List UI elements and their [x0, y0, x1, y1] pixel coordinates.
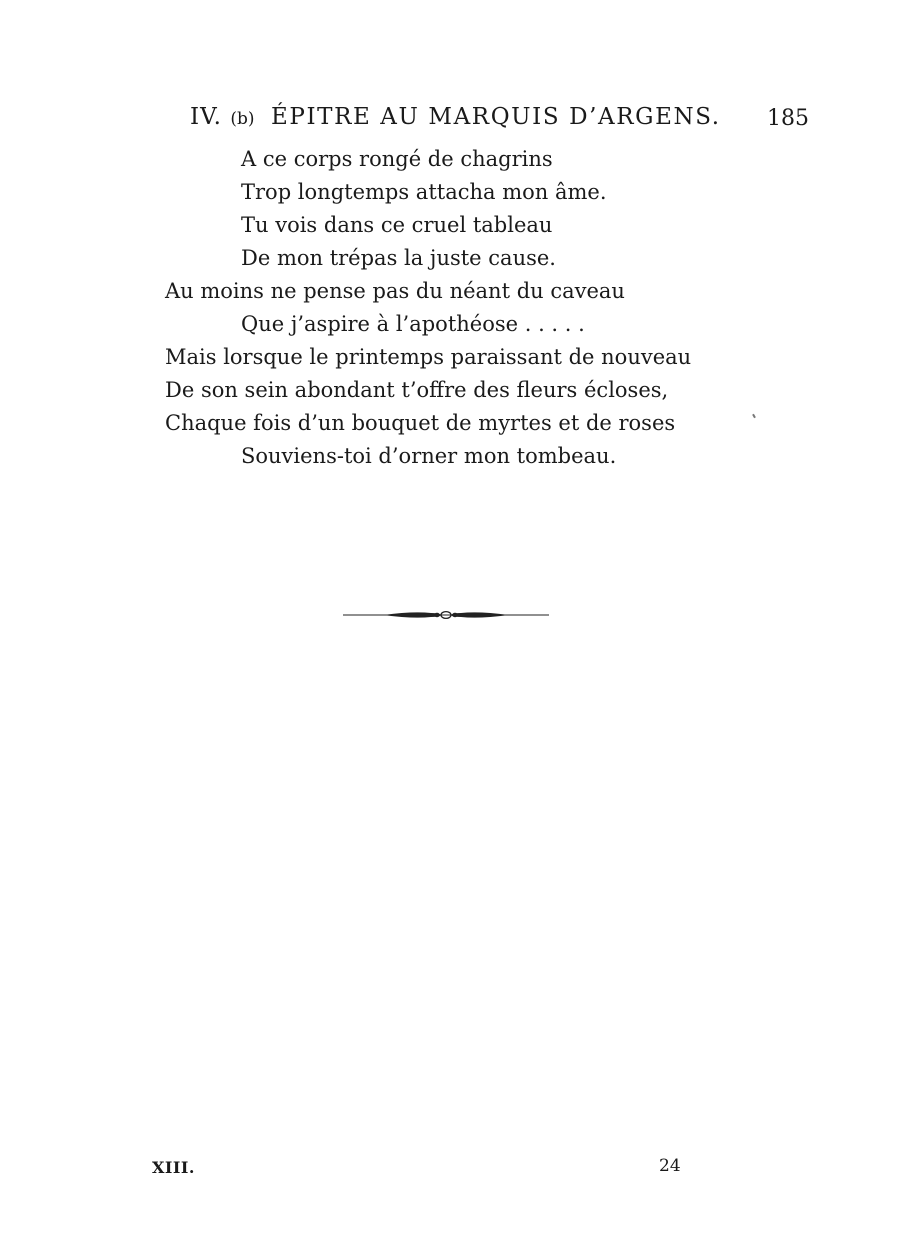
- subsection-label: (b): [230, 109, 255, 129]
- verse-line: Mais lorsque le printemps paraissant de nouveau: [165, 345, 692, 369]
- verse-line: Souviens-toi d’orner mon tombeau.: [241, 444, 617, 468]
- signature-mark: XIII.: [152, 1158, 195, 1177]
- section-label: [190, 104, 254, 130]
- running-head: [0, 98, 900, 138]
- gathering-number: 24: [659, 1156, 681, 1176]
- verse-line: Trop longtemps attacha mon âme.: [241, 180, 607, 204]
- verse-line: De son sein abondant t’offre des fleurs écloses,: [165, 378, 669, 402]
- verse-line: Tu vois dans ce cruel tableau: [241, 213, 553, 237]
- page-title: ÉPITRE AU MARQUIS D’ARGENS.: [271, 104, 721, 130]
- page-number: 185: [767, 106, 809, 131]
- section-number: IV.: [190, 104, 222, 130]
- verse-line: Au moins ne pense pas du néant du caveau: [165, 279, 625, 303]
- verse-line: A ce corps rongé de chagrins: [241, 147, 553, 171]
- paper-speck: [752, 414, 756, 418]
- ornament-divider-icon: [343, 605, 549, 625]
- verse-line: Chaque fois d’un bouquet de myrtes et de roses: [165, 411, 676, 435]
- verse-line: De mon trépas la juste cause.: [241, 246, 556, 270]
- verse-line: Que j’aspire à l’apothéose . . . . .: [241, 312, 585, 336]
